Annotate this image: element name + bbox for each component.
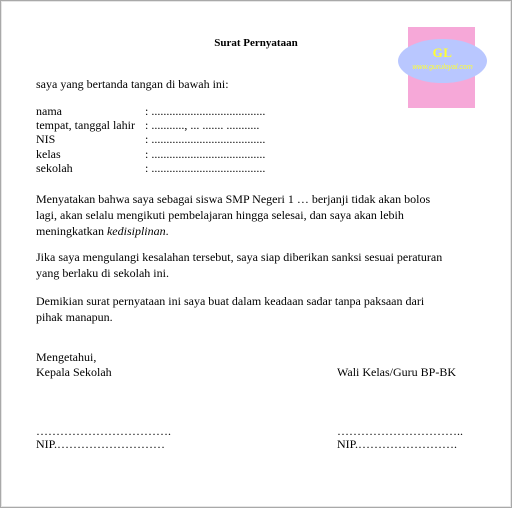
field-label-sekolah: sekolah [36, 161, 73, 175]
intro-text: saya yang bertanda tangan di bawah ini: [36, 77, 229, 91]
field-label-nama: nama [36, 104, 62, 118]
statement-paragraph [36, 191, 476, 239]
field-label-kelas: kelas [36, 147, 61, 161]
field-value-kelas: : ...................................... [145, 147, 266, 161]
signature-right-nip: NIP.……………………. [337, 437, 458, 451]
logo-url: www.guruloyal.com [412, 64, 473, 71]
statement-line-1: Menyatakan bahwa saya sebagai siswa SMP Negeri 1 … berjanji tidak akan bolos [36, 192, 431, 206]
field-value-nis: : ...................................... [145, 132, 266, 146]
field-value-sekolah: : ...................................... [145, 161, 266, 175]
closing-paragraph [36, 293, 476, 325]
emphasis-kedisiplinan: kedisiplinan [106, 224, 166, 238]
sanction-line-2: yang berlaku di sekolah ini. [36, 266, 169, 280]
closing-line-1: Demikian surat pernyataan ini saya buat dalam keadaan sadar tanpa paksaan dari [36, 294, 425, 308]
field-value-tempat-tanggal-lahir: : ..........., ... ....... ........... [145, 118, 260, 132]
sanction-line-1: Jika saya mengulangi kesalahan tersebut, saya siap diberikan sanksi sesuai peraturan [36, 250, 443, 264]
signature-right-role: Wali Kelas/Guru BP-BK [337, 365, 457, 379]
signature-right-name-line: ………………………….. [337, 424, 463, 438]
document-title: Surat Pernyataan [214, 37, 298, 49]
signature-left-nip: NIP.……………………… [36, 437, 166, 451]
signature-left-role: Kepala Sekolah [36, 365, 112, 379]
logo-initials: GL [432, 45, 453, 60]
sanction-paragraph [36, 249, 476, 281]
signature-left-greeting: Mengetahui, [36, 350, 97, 364]
signature-left-name-line: ……………………………. [36, 424, 171, 438]
statement-line-3: meningkatkan kedisiplinan. [36, 224, 169, 238]
field-label-tempat-tanggal-lahir: tempat, tanggal lahir [36, 118, 135, 132]
closing-line-2: pihak manapun. [36, 310, 113, 324]
field-label-nis: NIS [36, 132, 56, 146]
field-value-nama: : ...................................... [145, 104, 266, 118]
statement-line-2: lagi, akan selalu mengikuti pembelajaran hingga selesai, dan saya akan lebih [36, 208, 404, 222]
